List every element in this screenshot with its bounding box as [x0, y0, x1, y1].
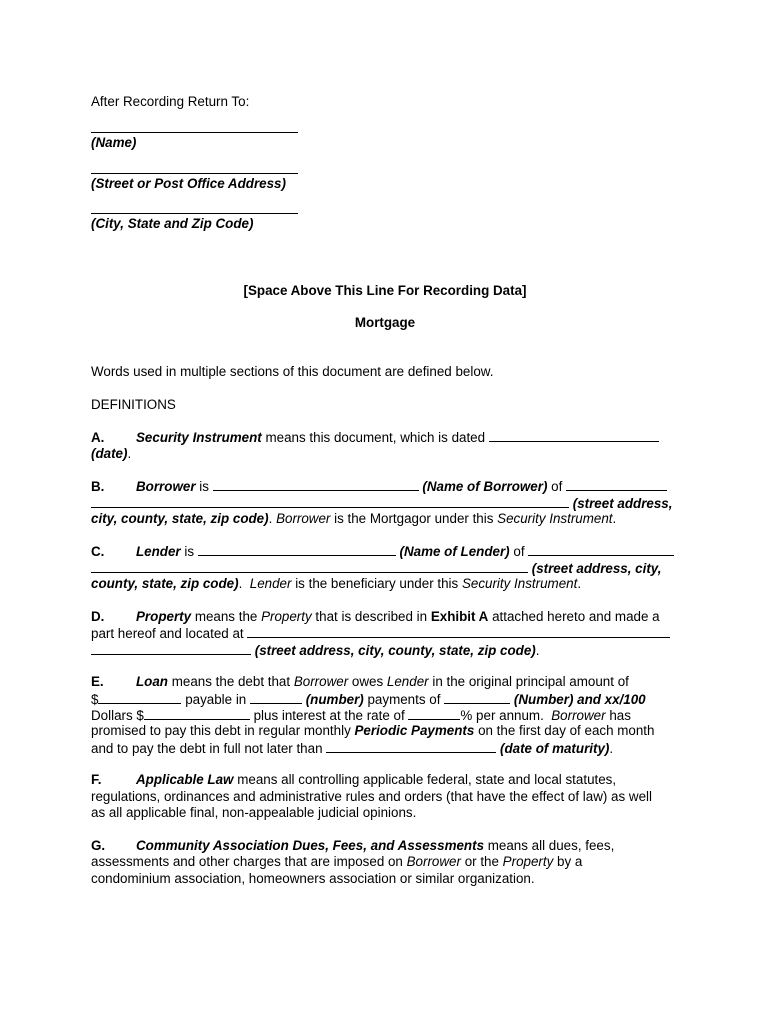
def-e-number-xx: (Number) and xx/100: [513, 692, 646, 707]
def-f-term: Applicable Law: [136, 772, 234, 787]
def-g-property: Property: [502, 854, 554, 869]
def-g-by-a: by a: [557, 854, 583, 869]
dollars-amount-blank: [144, 707, 250, 720]
def-e-line2: [91, 691, 646, 708]
lender-of-blank: [528, 543, 674, 556]
def-c-term-si: Security Instrument: [461, 576, 578, 591]
payment-amount-blank: [444, 691, 510, 704]
def-e-borrower: Borrower: [293, 674, 349, 689]
def-e-period: .: [609, 741, 614, 756]
def-b-line3-dot: .: [268, 511, 273, 526]
def-b-text2: is the Mortgagor under this: [334, 511, 494, 526]
def-a-letter: A.: [91, 430, 105, 445]
definitions-heading: DEFINITIONS: [91, 397, 176, 412]
def-e-plus: plus interest at the rate of: [253, 708, 405, 723]
def-g-line3: condominium association, homeowners association or similar organization.: [91, 871, 535, 886]
def-g-term: Community Association Dues, Fees, and Assessments: [136, 838, 485, 853]
def-a-term: Security Instrument: [136, 430, 262, 445]
def-b-line2: [91, 495, 672, 512]
def-e-payable: payable in: [185, 692, 247, 707]
def-g-text2a: assessments and other charges that are imposed on: [91, 854, 403, 869]
def-c-line3-label: county, state, zip code): [91, 576, 239, 591]
def-b-term: Borrower: [136, 479, 196, 494]
def-d-period: .: [535, 643, 540, 658]
def-e-term: Loan: [136, 674, 168, 689]
def-f-line2: regulations, ordinances and administrative rules and orders (that have the effect of law) as well: [91, 789, 652, 804]
def-b-street-label: (street address,: [572, 496, 673, 511]
def-a-date-label: (date): [91, 446, 128, 461]
def-e-maturity-label: (date of maturity): [500, 741, 610, 756]
def-c-is: is: [184, 544, 195, 559]
def-b-term-si: Security Instrument: [497, 511, 613, 526]
def-f-text1: means all controlling applicable federal, state and local statutes,: [237, 772, 617, 787]
def-c-street-label: (street address, city,: [531, 561, 662, 576]
def-a-period: .: [127, 446, 132, 461]
def-e-promised: promised to pay this debt in regular monthly: [91, 723, 351, 738]
borrower-name-blank: [213, 478, 419, 491]
def-c-line3: [91, 576, 581, 592]
def-d-line2: [91, 625, 670, 642]
name-blank-line: [91, 132, 298, 133]
def-b-is: is: [199, 479, 209, 494]
borrower-of-blank: [566, 478, 667, 491]
def-e-text1: means the debt that: [171, 674, 291, 689]
payments-count-blank: [250, 691, 302, 704]
def-e-number-label: (number): [305, 692, 364, 707]
def-b-term-again: Borrower: [276, 511, 331, 526]
def-e-dollars: Dollars $: [91, 708, 144, 723]
city-label: (City, State and Zip Code): [91, 216, 254, 231]
city-blank-line: [91, 213, 298, 214]
def-e-letter: E.: [91, 674, 104, 689]
def-b-period: .: [612, 511, 617, 526]
def-d-text2: that is described in: [315, 609, 428, 624]
def-e-line3: [91, 707, 631, 724]
lender-name-blank: [198, 543, 396, 556]
def-e-owes: owes: [351, 674, 384, 689]
name-label: (Name): [91, 135, 137, 150]
def-e-borrower2: Borrower: [551, 708, 606, 723]
def-c-letter: C.: [91, 544, 105, 559]
def-c-line3-dot: .: [238, 576, 243, 591]
def-e-has: has: [609, 708, 631, 723]
def-c-text2: is the beneficiary under this: [295, 576, 459, 591]
def-c-line2: [91, 560, 661, 577]
def-d-exhibit: Exhibit A: [430, 609, 489, 624]
def-f-letter: F.: [91, 772, 102, 787]
def-e-payments-of: payments of: [367, 692, 441, 707]
def-c-name-label: (Name of Lender): [399, 544, 510, 559]
def-c-of: of: [513, 544, 525, 559]
def-f-line1: [91, 772, 616, 788]
def-e-line1: [91, 674, 629, 690]
street-label: (Street or Post Office Address): [91, 176, 286, 191]
def-e-dollar: $: [91, 692, 99, 707]
def-d-term-i: Property: [261, 609, 312, 624]
street-blank-line: [91, 173, 298, 174]
interest-rate-blank: [408, 707, 460, 720]
def-a-line2: [91, 446, 131, 462]
def-d-line2-text: part hereof and located at: [91, 626, 244, 641]
maturity-date-blank: [326, 740, 496, 753]
document-title: Mortgage: [354, 315, 416, 330]
def-g-or-the: or the: [464, 854, 499, 869]
def-e-line5: [91, 740, 613, 757]
def-d-text3: attached hereto and made a: [492, 609, 660, 624]
def-g-line2: [91, 854, 582, 870]
def-e-first-day: on the first day of each month: [478, 723, 655, 738]
def-e-lender: Lender: [386, 674, 429, 689]
def-e-pay-full: and to pay the debt in full not later than: [91, 741, 323, 756]
def-a-date-blank: [489, 429, 659, 442]
borrower-street-blank: [91, 495, 569, 508]
def-g-letter: G.: [91, 838, 106, 853]
def-a-text: means this document, which is dated: [265, 430, 486, 445]
def-b-line1: [91, 478, 667, 495]
intro-text: Words used in multiple sections of this document are defined below.: [91, 364, 494, 379]
def-d-line1: [91, 609, 660, 625]
def-e-pct: % per annum.: [460, 708, 544, 723]
def-b-line3: [91, 511, 616, 527]
property-location-blank: [247, 625, 670, 638]
def-g-line1: [91, 838, 614, 854]
def-b-of: of: [551, 479, 563, 494]
lender-street-blank: [91, 560, 528, 573]
property-street-blank: [91, 642, 251, 655]
def-e-text2: in the original principal amount of: [432, 674, 629, 689]
def-d-line3: [91, 642, 540, 659]
def-d-street-label: (street address, city, county, state, zip code): [254, 643, 536, 658]
def-e-line4: [91, 723, 654, 739]
recording-space-line: [Space Above This Line For Recording Data]: [243, 283, 527, 298]
def-d-text1: means the: [194, 609, 258, 624]
def-b-letter: B.: [91, 479, 105, 494]
def-c-term: Lender: [136, 544, 181, 559]
def-g-text1: means all dues, fees,: [487, 838, 615, 853]
def-c-line1: [91, 543, 674, 560]
def-b-line3-label: city, county, state, zip code): [91, 511, 269, 526]
def-d-term: Property: [136, 609, 192, 624]
def-b-name-label: (Name of Borrower): [422, 479, 548, 494]
def-c-period: .: [577, 576, 582, 591]
principal-amount-blank: [98, 691, 181, 704]
def-e-periodic: Periodic Payments: [354, 723, 475, 738]
def-f-line3: as all applicable final, non-appealable judicial opinions.: [91, 805, 417, 820]
return-to-label: After Recording Return To:: [91, 94, 250, 109]
def-a-line1: [91, 429, 659, 446]
def-c-term-again: Lender: [249, 576, 292, 591]
def-d-letter: D.: [91, 609, 105, 624]
def-g-borrower: Borrower: [406, 854, 461, 869]
